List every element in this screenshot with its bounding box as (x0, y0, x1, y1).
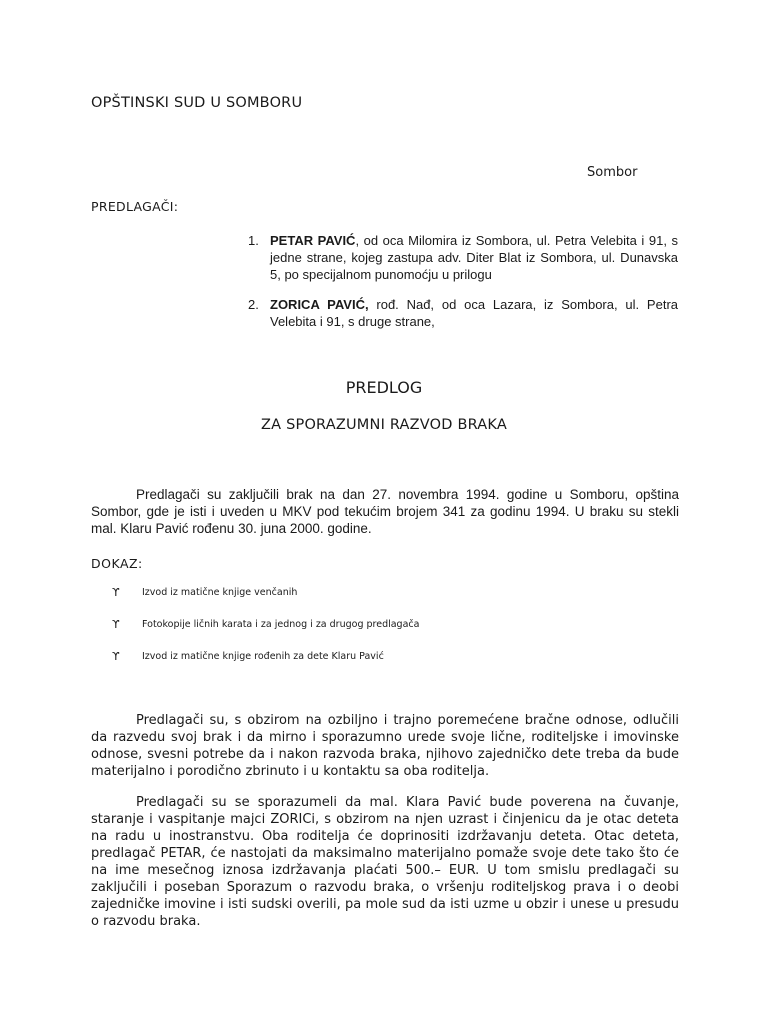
party-1 (248, 232, 678, 283)
paragraph-marriage (91, 486, 679, 537)
paragraph-text: Predlagači su, s obzirom na ozbiljno i trajno poremećene bračne odnose, odlučili da razvedu svoj brak i da mirno i sporazumno urede svoje lične, roditeljske i imovinske odnose, svesni potrebe da i nakon razvoda braka, njihovo zajedničko dete treba da bude materijalno i porodično zbrinuto i u kontaktu sa oba roditelja. (91, 713, 679, 779)
paragraph-reasons (91, 712, 679, 780)
party-2 (248, 296, 678, 330)
paragraph-agreement (91, 794, 679, 930)
bullet-icon: ϒ (112, 586, 120, 599)
party-number: 1. (248, 233, 259, 248)
court-heading: OPŠTINSKI SUD U SOMBORU (91, 95, 303, 111)
party-name: ZORICA PAVIĆ, (270, 297, 369, 312)
evidence-text: Izvod iz matične knjige rođenih za dete Klaru Pavić (142, 651, 384, 662)
party-text (270, 232, 678, 283)
party-number: 2. (248, 297, 259, 312)
party-name: PETAR PAVIĆ (270, 233, 356, 248)
evidence-label: DOKAZ: (91, 556, 143, 571)
paragraph-text: Predlagači su se sporazumeli da mal. Klara Pavić bude poverena na čuvanje, staranje i vaspitanje majci ZORICi, s obzirom na njen uzrast i činjenicu da je otac deteta na radu u inostranstvu. Oba roditelja će doprinositi izdržavanju deteta. Otac deteta, predlagač PETAR, će nastojati da maksimalno materijalno pomaže svoje dete tako što će na ime mesečnog iznosa izdržavanja plaćati 500.– EUR. U tom smislu predlagači su zaključili i poseban Sporazum o razvodu braka, o vršenju roditeljskog prava i o deobi zajedničke imovine i isti sudski overili, pa mole sud da isti uzme u obzir i unese u presudu o razvodu braka. (91, 795, 679, 929)
paragraph-text: Predlagači su zaključili brak na dan 27. novembra 1994. godine u Somboru, opština Sombor, gde je isti i uveden u MKV pod tekućim brojem 341 za godinu 1994. U braku su stekli mal. Klaru Pavić rođenu 30. juna 2000. godine. (91, 487, 679, 536)
evidence-text: Izvod iz matične knjige venčanih (142, 587, 298, 598)
party-details: rođ. Nađ, od oca Lazara, iz Sombora, ul. Petra Velebita i 91, s druge strane, (270, 297, 679, 329)
party-text (270, 296, 678, 330)
evidence-text: Fotokopije ličnih karata i za jednog i za drugog predlagača (142, 619, 420, 630)
document-subtitle: ZA SPORAZUMNI RAZVOD BRAKA (261, 417, 507, 433)
party-details: , od oca Milomira iz Sombora, ul. Petra Velebita i 91, s jedne strane, kojeg zastupa adv. Diter Blat iz Sombora, ul. Dunavska 5, po specijalnom punomoćju u prilogu (270, 233, 678, 282)
bullet-icon: ϒ (112, 618, 120, 631)
place-name: Sombor (587, 165, 638, 180)
proposers-label: PREDLAGAČI: (91, 199, 179, 214)
document-title: PREDLOG (345, 378, 423, 397)
bullet-icon: ϒ (112, 650, 120, 663)
